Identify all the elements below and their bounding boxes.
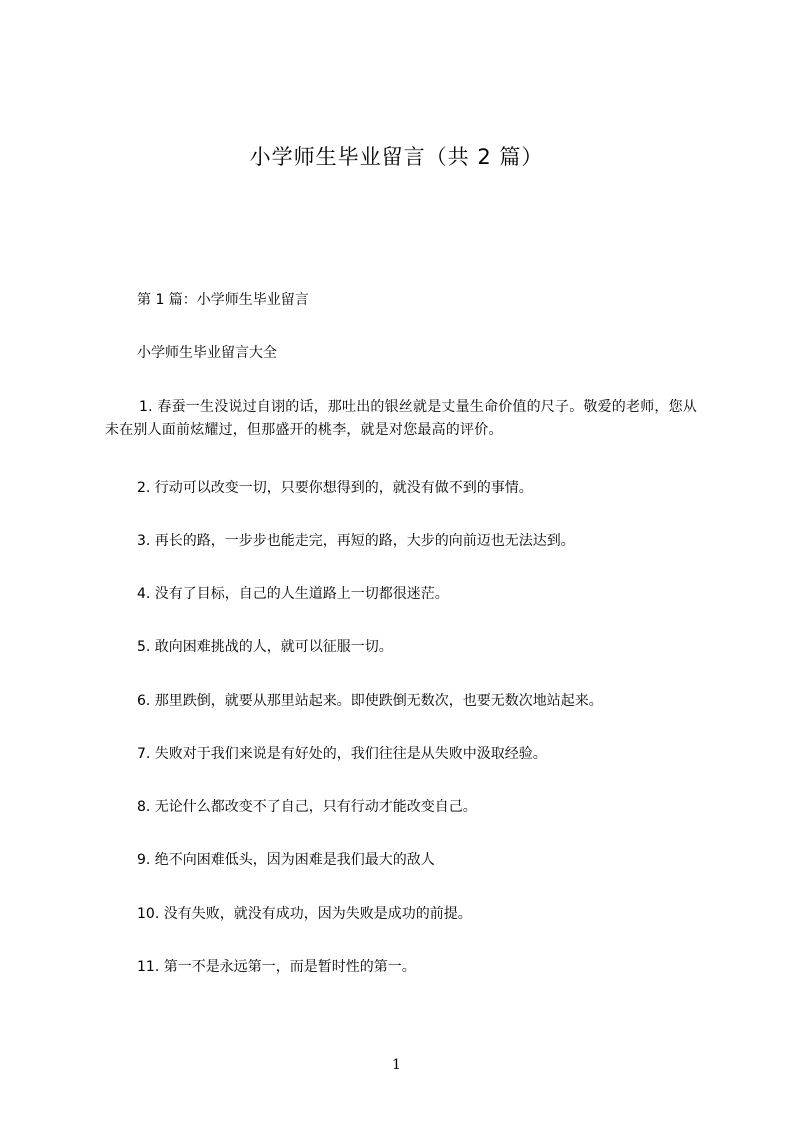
list-item: 2. 行动可以改变一切，只要你想得到的，就没有做不到的事情。 <box>137 480 533 496</box>
list-item: 1. 春蚕一生没说过自诩的话，那吐出的银丝就是丈量生命价值的尺子。敬爱的老师，您从未在别人面前炫耀过，但那盛开的桃李，就是对您最高的评价。 <box>105 399 698 438</box>
list-item: 8. 无论什么都改变不了自己，只有行动才能改变自己。 <box>137 799 477 815</box>
list-item: 5. 敢向困难挑战的人，就可以征服一切。 <box>137 639 393 655</box>
section-heading: 第 1 篇：小学师生毕业留言 <box>137 292 309 308</box>
list-item: 4. 没有了目标，自己的人生道路上一切都很迷茫。 <box>137 586 449 602</box>
list-item: 6. 那里跌倒，就要从那里站起来。即使跌倒无数次，也要无数次地站起来。 <box>137 693 603 709</box>
list-item: 9. 绝不向困难低头，因为困难是我们最大的敌人 <box>137 852 435 868</box>
list-item: 7. 失败对于我们来说是有好处的，我们往往是从失败中汲取经验。 <box>137 746 547 762</box>
list-item: 10. 没有失败，就没有成功，因为失败是成功的前提。 <box>137 906 472 922</box>
document-title: 小学师生毕业留言（共 2 篇） <box>249 145 544 169</box>
list-item: 3. 再长的路，一步步也能走完，再短的路，大步的向前迈也无法达到。 <box>137 533 575 549</box>
section-subtitle: 小学师生毕业留言大全 <box>137 345 277 361</box>
list-item: 11. 第一不是永远第一，而是暂时性的第一。 <box>137 959 416 975</box>
page-number: 1 <box>392 1057 401 1073</box>
